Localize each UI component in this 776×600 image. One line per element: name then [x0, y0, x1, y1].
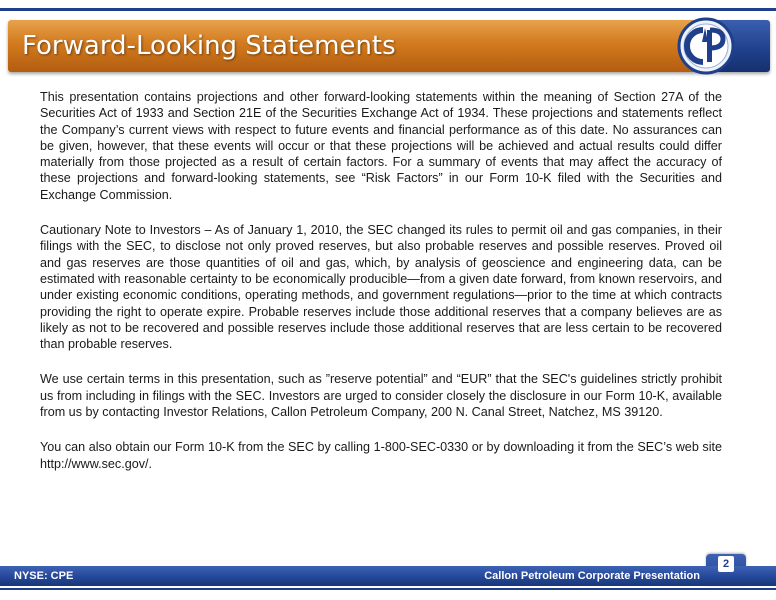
bottom-divider [0, 588, 776, 590]
paragraph-terms-usage: We use certain terms in this presentation, such as ”reserve potential” and “EUR” that the SEC's guidelines strictly prohibit us from including in filings with the SEC. Investors are urged to consider closely the disclosure in our Form 10-K, available from us by contacting Investor Relations, Callon Petroleum Company, 200 N. Canal Street, Natchez, MS 39120. [40, 372, 722, 420]
top-divider [0, 8, 776, 11]
footer-ticker: NYSE: CPE [14, 570, 74, 582]
footer-presentation-name: Callon Petroleum Corporate Presentation [484, 570, 700, 582]
disclaimer-body [40, 89, 722, 491]
paragraph-forward-looking: This presentation contains projections and other forward-looking statements within the meaning of Section 27A of the Securities Act of 1933 and Section 21E of the Securities Exchange Act of 1934. These projections and statements reflect the Company’s current views with respect to future events and financial performance as of this date. No assurances can be given, however, that these events will occur or that these projections will be achieved and actual results could differ materially from those projected as a result of certain factors. For a summary of events that may affect the accuracy of these projections and forward-looking statements, see “Risk Factors” in our Form 10-K filed with the Securities and Exchange Commission. [40, 90, 722, 202]
paragraph-sec-contact: You can also obtain our Form 10-K from the SEC by calling 1-800-SEC-0330 or by downloading it from the SEC’s web site http://www.sec.gov/. [40, 440, 722, 471]
page-title: Forward-Looking Statements [22, 31, 396, 61]
callon-cp-logo-icon [676, 16, 736, 76]
paragraph-cautionary-note: Cautionary Note to Investors – As of January 1, 2010, the SEC changed its rules to permit oil and gas companies, in their filings with the SEC, to disclose not only proved reserves, but also probable reserves and possible reserves. Proved oil and gas reserves are those quantities of oil and gas, which, by analysis of geoscience and engineering data, can be estimated with reasonable certainty to be economically producible—from a given date forward, from known reservoirs, and under existing economic conditions, operating methods, and government regulations—prior to the time at which contracts providing the right to operate expire. Probable reserves include those additional reserves that a company believes are as likely as not to be recovered and possible reserves include those additional reserves that are less certain to be recovered than probable reserves. [40, 223, 722, 352]
page-number: 2 [718, 556, 734, 572]
